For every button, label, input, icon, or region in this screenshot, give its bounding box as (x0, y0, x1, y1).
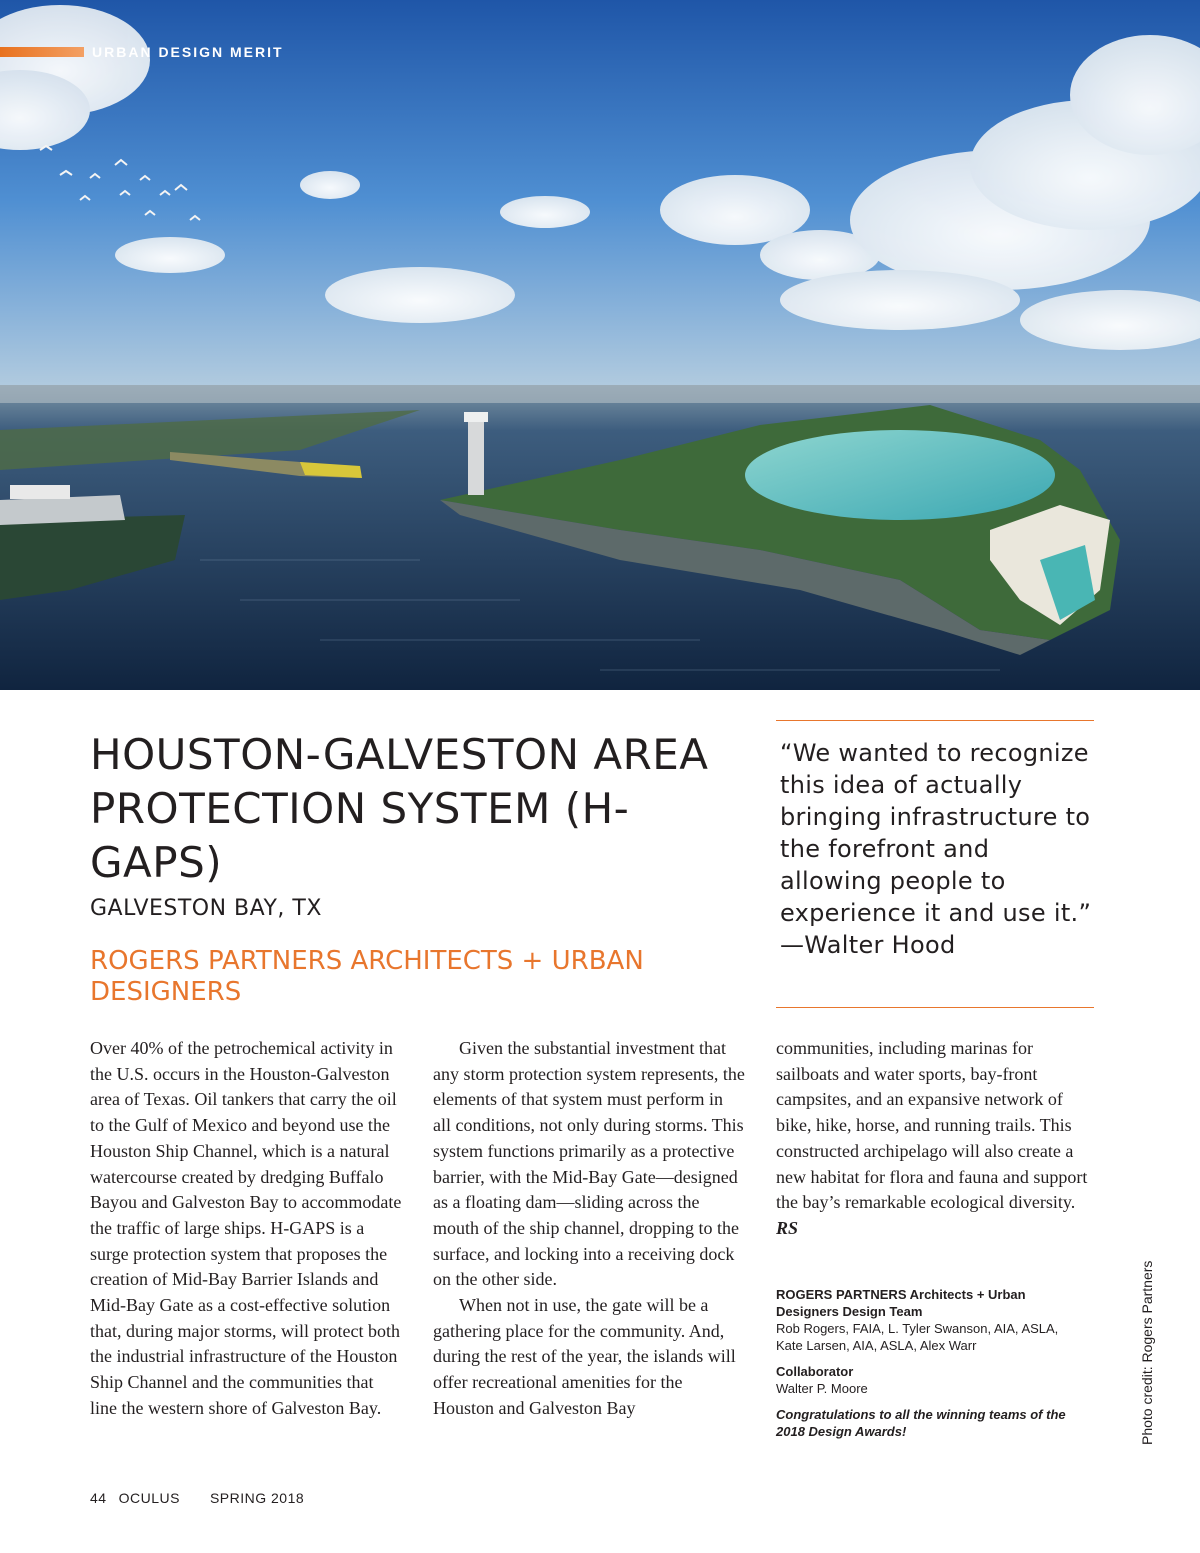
design-team-names: Rob Rogers, FAIA, L. Tyler Swanson, AIA, ASLA, Kate Larsen, AIA, ASLA, Alex Warr (776, 1321, 1059, 1353)
article-title: HOUSTON-GALVESTON AREA PROTECTION SYSTEM (H-GAPS) (90, 730, 709, 887)
section-tag (0, 42, 284, 62)
collaborator-name: Walter P. Moore (776, 1381, 868, 1396)
section-label: URBAN DESIGN MERIT (92, 44, 284, 60)
body-column-3 (776, 1036, 1088, 1242)
page-number: 44 (90, 1490, 107, 1506)
body-paragraph: When not in use, the gate will be a gathering place for the community. And, during the rest of the year, the islands will offer recreational amenities for the Houston and Galveston Bay (433, 1295, 736, 1418)
firm-name: ROGERS PARTNERS ARCHITECTS + URBAN DESIGNERS (90, 946, 644, 1007)
design-team-heading: ROGERS PARTNERS Architects + Urban Designers Design Team (776, 1287, 1026, 1319)
pull-quote-text: “We wanted to recognize this idea of actually bringing infrastructure to the forefront and allowing people to experience it and use it.” (780, 739, 1092, 927)
pull-quote (776, 720, 1094, 1008)
design-team-block (776, 1286, 1076, 1354)
body-paragraph-continued: communities, including marinas for sailboats and water sports, bay-front campsites, and an expansive network of bike, hike, horse, and running trails. This constructed archipelago will also create a new habitat for flora and fauna and support the bay’s remarkable ecological diversity. (776, 1038, 1088, 1213)
collaborator-block (776, 1363, 1076, 1397)
project-location: GALVESTON BAY, TX (90, 896, 322, 921)
photo-credit: Photo credit: Rogers Partners (1139, 1260, 1155, 1445)
author-initials: RS (776, 1217, 799, 1238)
page-footer (90, 1490, 304, 1506)
body-paragraph: Over 40% of the petrochemical activity in the U.S. occurs in the Houston-Galveston area of Texas. Oil tankers that carry the oil to the Gulf of Mexico and beyond use the Houston Ship Channel, which is a natural watercourse created by dredging Buffalo Bayou and Galveston Bay to accommodate the traffic of large ships. H-GAPS is a surge protection system that proposes the creation of Mid-Bay Barrier Islands and Mid-Bay Gate as a cost-effective solution that, during major storms, will protect both the industrial infrastructure of the Houston Ship Channel and the communities that line the western shore of Galveston Bay. (90, 1038, 402, 1418)
section-accent-bar (0, 47, 84, 57)
congratulations-note: Congratulations to all the winning teams of the 2018 Design Awards! (776, 1407, 1066, 1439)
issue-date: SPRING 2018 (209, 1490, 305, 1506)
hero-image (0, 0, 1200, 690)
body-column-2 (433, 1036, 745, 1422)
body-column-1 (90, 1036, 402, 1422)
credits (776, 1286, 1076, 1440)
body-paragraph (776, 1036, 1088, 1242)
body-paragraph: Given the substantial investment that any storm protection system represents, the elements of that system must perform in all conditions, not only during storms. This system functions primarily as a protective barrier, with the Mid-Bay Gate—designed as a floating dam—sliding across the mouth of the ship channel, dropping to the surface, and locking into a receiving dock on the other side. (433, 1038, 745, 1290)
magazine-name: OCULUS (118, 1490, 180, 1506)
aerial-rendering-image (0, 0, 1200, 690)
collaborator-heading: Collaborator (776, 1364, 854, 1379)
pull-quote-attribution: —Walter Hood (780, 931, 956, 959)
